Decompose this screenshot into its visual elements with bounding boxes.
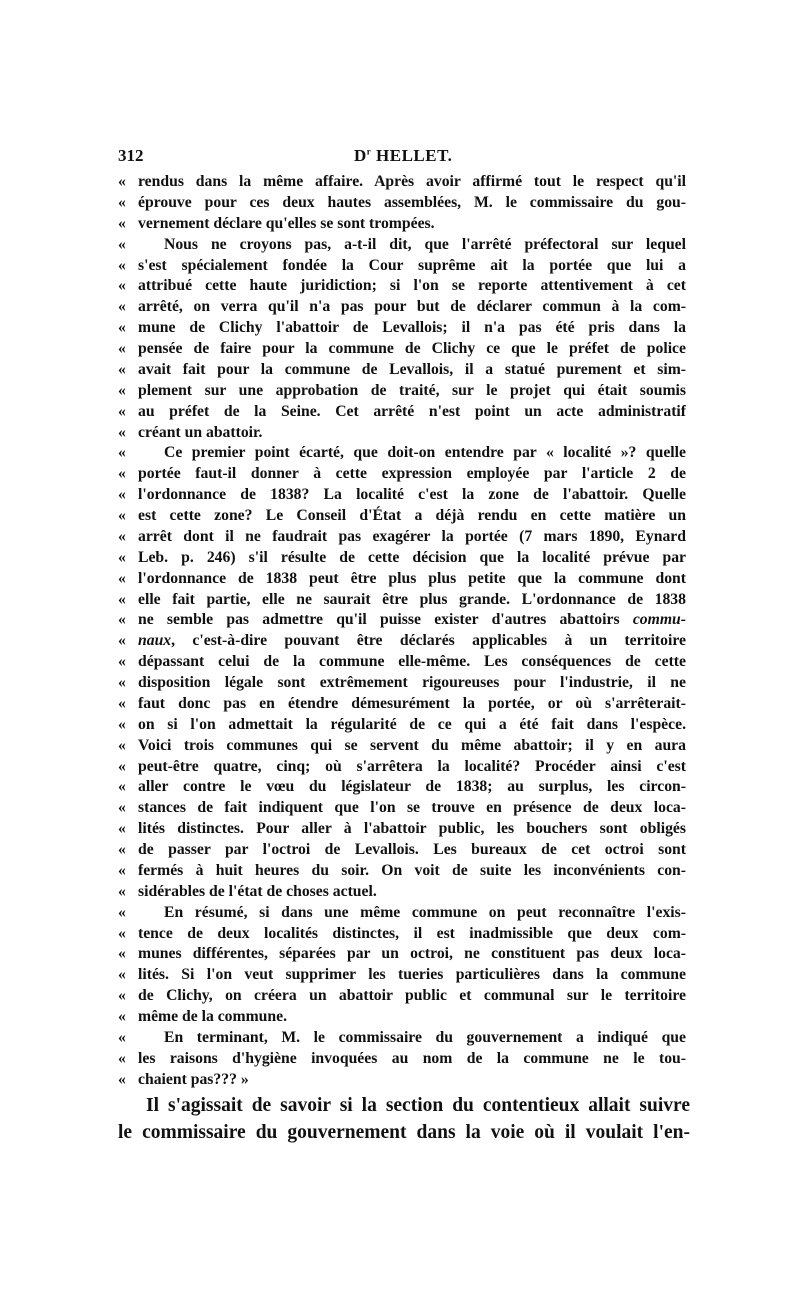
quote-line-text: on si l'on admettait la régularité de ce qui a été fait dans l'espèce. <box>138 715 686 733</box>
quote-line <box>118 381 686 402</box>
quote-line <box>118 172 686 193</box>
guillemet-marker: « <box>118 548 126 566</box>
quote-line <box>118 757 686 778</box>
quote-line-text: lités distinctes. Pour aller à l'abattoir public, les bouchers sont obligés <box>138 820 686 838</box>
quote-line <box>118 736 686 757</box>
guillemet-marker: « <box>118 214 126 232</box>
quote-line-text: chaient pas??? » <box>138 1070 249 1088</box>
running-head-prefix: D <box>354 146 367 165</box>
quote-line-text: est cette zone? Le Conseil d'État a déjà rendu en cette matière un <box>138 507 686 524</box>
guillemet-marker: « <box>118 715 126 733</box>
quote-line <box>118 193 686 214</box>
guillemet-marker: « <box>118 945 126 963</box>
guillemet-marker: « <box>118 193 126 211</box>
guillemet-marker: « <box>118 360 126 378</box>
quote-line-text: sidérables de l'état de choses actuel. <box>138 882 377 900</box>
italic-text: naux <box>138 632 172 650</box>
quote-line-text: attribué cette haute juridiction; si l'on se reporte attentivement à cet <box>138 277 686 295</box>
body-paragraph <box>118 1092 690 1146</box>
quote-line-text: portée faut-il donner à cette expression employée par l'article 2 de <box>138 465 686 483</box>
guillemet-marker: « <box>118 507 126 524</box>
quote-line <box>118 861 686 882</box>
guillemet-marker: « <box>118 569 126 587</box>
quote-line-text: tence de deux localités distinctes, il est inadmissible que deux com- <box>138 924 686 942</box>
quote-line <box>118 506 686 527</box>
guillemet-marker: « <box>118 423 126 441</box>
guillemet-marker: « <box>118 799 126 817</box>
quote-line <box>118 443 686 464</box>
guillemet-marker: « <box>118 966 126 984</box>
quote-line-text: vernement déclare qu'elles se sont trompées. <box>138 214 435 232</box>
guillemet-marker: « <box>118 590 126 608</box>
quote-line <box>118 276 686 297</box>
guillemet-marker: « <box>118 486 126 504</box>
guillemet-marker: « <box>118 861 126 879</box>
guillemet-marker: « <box>118 256 126 274</box>
quote-line-text: dépassant celui de la commune elle-même. Les conséquences de cette <box>138 653 686 671</box>
quote-line-text: de Clichy, on créera un abattoir public et communal sur le territoire <box>138 987 686 1005</box>
running-head <box>354 146 452 166</box>
quote-line <box>118 569 686 590</box>
quote-line-text: rendus dans la même affaire. Après avoir affirmé tout le respect qu'il <box>138 173 686 190</box>
quote-line-text: même de la commune. <box>138 1008 287 1025</box>
quote-line <box>118 464 686 485</box>
guillemet-marker: « <box>118 298 126 316</box>
guillemet-marker: « <box>118 778 126 796</box>
guillemet-marker: « <box>118 235 126 253</box>
guillemet-marker: « <box>118 820 126 838</box>
quote-line-text: mune de Clichy l'abattoir de Levallois; il n'a pas été pris dans la <box>138 319 686 337</box>
quote-line-text: arrêt dont il ne faudrait pas exagérer la portée (7 mars 1890, Eynard <box>138 527 686 545</box>
quote-line <box>118 819 686 840</box>
guillemet-marker: « <box>118 381 126 399</box>
page-header <box>118 146 688 168</box>
guillemet-marker: « <box>118 527 126 545</box>
quote-line <box>118 548 686 569</box>
guillemet-marker: « <box>118 1028 126 1046</box>
quote-line <box>118 235 686 256</box>
quote-line <box>118 631 686 652</box>
guillemet-marker: « <box>118 694 126 712</box>
quote-line <box>118 297 686 318</box>
quote-line-text: En résumé, si dans une même commune on peut reconnaître l'exis- <box>164 903 686 921</box>
quote-line-text: avait fait pour la commune de Levallois, il a statué purement et sim- <box>138 360 686 378</box>
quote-line <box>118 610 686 631</box>
quote-line-text: fermés à huit heures du soir. On voit de suite les inconvénients con- <box>138 861 686 879</box>
guillemet-marker: « <box>118 402 126 420</box>
guillemet-marker: « <box>118 987 126 1005</box>
quote-line-text: arrêté, on verra qu'il n'a pas pour but de déclarer commun à la com- <box>138 298 686 316</box>
quote-line <box>118 1070 686 1091</box>
quote-line-text: s'est spécialement fondée la Cour suprême ait la portée que lui a <box>138 256 686 274</box>
quote-line <box>118 840 686 861</box>
quote-line-text: munes différentes, séparées par un octroi, ne constituent pas deux loca- <box>138 945 686 963</box>
quote-line <box>118 715 686 736</box>
quote-line-text: elle fait partie, elle ne saurait être plus grande. L'ordonnance de 1838 <box>138 590 686 608</box>
guillemet-marker: « <box>118 632 126 650</box>
quote-line-text: ne semble pas admettre qu'il puisse exister d'autres abattoirs <box>138 611 620 629</box>
quote-line-text: lités. Si l'on veut supprimer les tueries particulières dans la commune <box>138 966 686 984</box>
guillemet-marker: « <box>118 653 126 671</box>
quote-line <box>118 1028 686 1049</box>
guillemet-marker: « <box>118 1070 126 1088</box>
quote-line <box>118 1049 686 1070</box>
quoted-passage <box>118 172 686 1091</box>
guillemet-marker: « <box>118 611 126 629</box>
guillemet-marker: « <box>118 319 126 337</box>
guillemet-marker: « <box>118 1008 126 1025</box>
quote-line <box>118 673 686 694</box>
guillemet-marker: « <box>118 340 126 357</box>
guillemet-marker: « <box>118 1049 126 1067</box>
quote-line-text: créant un abattoir. <box>138 423 263 441</box>
quote-line <box>118 360 686 381</box>
quote-line-text: , c'est-à-dire pouvant être déclarés applicables à un territoire <box>171 632 686 650</box>
quote-line-text: pensée de faire pour la commune de Clichy ce que le préfet de police <box>138 340 686 357</box>
quote-line-text: Voici trois communes qui se servent du même abattoir; il y en aura <box>138 736 686 754</box>
guillemet-marker: « <box>118 173 126 190</box>
quote-line <box>118 944 686 965</box>
quote-line-text: l'ordonnance de 1838 peut être plus plus petite que la commune dont <box>138 569 686 587</box>
quote-line <box>118 965 686 986</box>
quote-line <box>118 903 686 924</box>
quote-line <box>118 402 686 423</box>
quote-line-text: peut-être quatre, cinq; où s'arrêtera la localité? Procéder ainsi c'est <box>138 757 686 775</box>
quote-line-text: de passer par l'octroi de Levallois. Les bureaux de cet octroi sont <box>138 841 686 858</box>
quote-line-text: stances de fait indiquent que l'on se trouve en présence de deux loca- <box>138 799 686 817</box>
quote-line-text: au préfet de la Seine. Cet arrêté n'est point un acte administratif <box>138 402 686 420</box>
quote-line-text: Leb. p. 246) s'il résulte de cette décision que la localité prévue par <box>138 548 686 566</box>
quote-line <box>118 694 686 715</box>
quote-line <box>118 318 686 339</box>
quote-line-text: Nous ne croyons pas, a-t-il dit, que l'arrêté préfectoral sur lequel <box>164 235 686 253</box>
quote-line <box>118 590 686 611</box>
guillemet-marker: « <box>118 882 126 900</box>
quote-line-text: éprouve pour ces deux hautes assemblées, M. le commissaire du gou- <box>138 193 686 211</box>
paragraph-line: Il s'agissait de savoir si la section du contentieux allait suivre <box>146 1095 690 1116</box>
guillemet-marker: « <box>118 841 126 858</box>
quote-line-text: les raisons d'hygiène invoquées au nom de la commune ne le tou- <box>138 1049 686 1067</box>
quote-line <box>118 339 686 360</box>
quote-line <box>118 1007 686 1028</box>
paragraph-line: le commissaire du gouvernement dans la voie où il voulait l'en- <box>118 1122 690 1143</box>
quote-line <box>118 527 686 548</box>
quote-line-text: faut donc pas en étendre démesurément la portée, or où s'arrêterait- <box>138 694 686 712</box>
guillemet-marker: « <box>118 674 126 691</box>
quote-line <box>118 214 686 235</box>
italic-text: commu- <box>632 611 686 629</box>
running-head-sup: r <box>366 146 372 157</box>
quote-line-text: aller contre le vœu du législateur de 1838; au surplus, les circon- <box>138 778 686 796</box>
quote-line-text: l'ordonnance de 1838? La localité c'est la zone de l'abattoir. Quelle <box>138 486 686 504</box>
quote-line <box>118 423 686 444</box>
guillemet-marker: « <box>118 444 126 462</box>
quote-line-text: En terminant, M. le commissaire du gouvernement a indiqué que <box>164 1028 686 1046</box>
quote-line <box>118 485 686 506</box>
quote-line <box>118 798 686 819</box>
running-head-name: HELLET. <box>376 146 453 165</box>
guillemet-marker: « <box>118 277 126 295</box>
guillemet-marker: « <box>118 924 126 942</box>
quote-line <box>118 924 686 945</box>
quote-line-text: Ce premier point écarté, que doit-on entendre par « localité »? quelle <box>164 444 686 462</box>
guillemet-marker: « <box>118 465 126 483</box>
quote-line <box>118 652 686 673</box>
quote-line-text: disposition légale sont extrêmement rigoureuses pour l'industrie, il ne <box>138 674 686 691</box>
guillemet-marker: « <box>118 757 126 775</box>
quote-line <box>118 986 686 1007</box>
page-number: 312 <box>118 146 144 165</box>
quote-line <box>118 777 686 798</box>
guillemet-marker: « <box>118 736 126 754</box>
quote-line <box>118 256 686 277</box>
quote-line-text: plement sur une approbation de traité, sur le projet qui était soumis <box>138 381 686 399</box>
guillemet-marker: « <box>118 903 126 921</box>
quote-line <box>118 882 686 903</box>
